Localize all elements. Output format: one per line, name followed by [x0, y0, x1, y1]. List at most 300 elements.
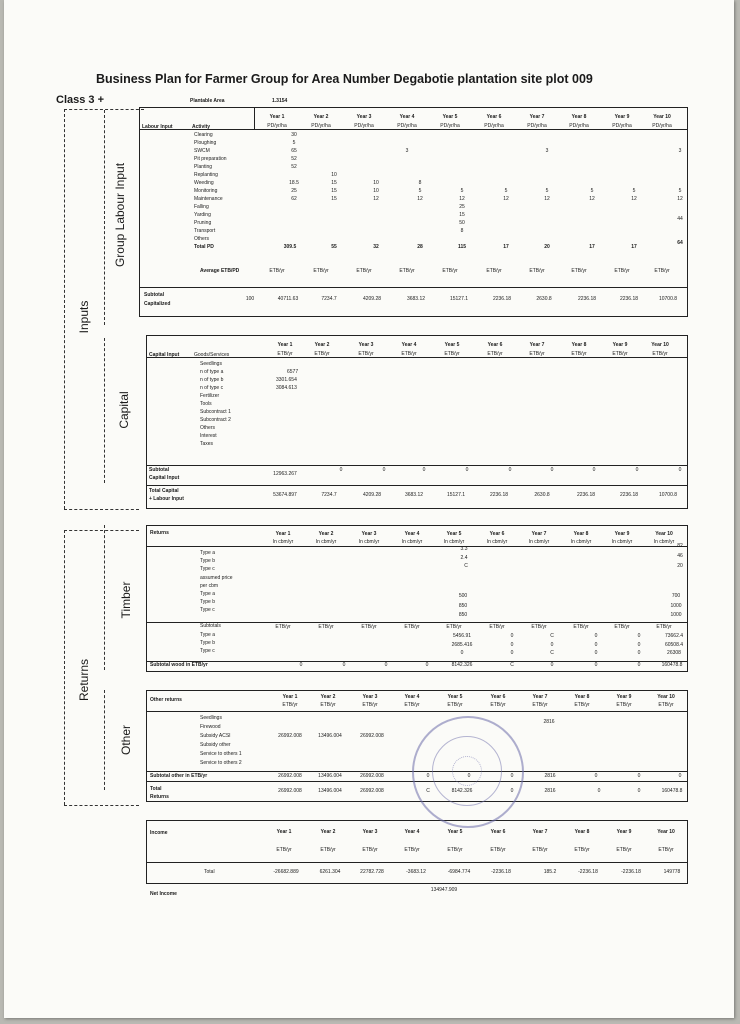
income-unit: ETB/yr	[404, 847, 420, 853]
capital-year: Year 5	[444, 342, 460, 348]
income-total: 22782.728	[360, 869, 384, 875]
labour-header-line	[139, 129, 687, 130]
labour-unit: PD/yr/ha	[652, 123, 672, 129]
income-year: Year 9	[616, 829, 632, 835]
activity-row-label: SWCM	[194, 148, 210, 154]
other-y7-value: 2816	[543, 719, 555, 725]
timber-y10-vol: 46	[677, 553, 683, 559]
capital-subtotal-label2: Capital Input	[149, 475, 180, 481]
labour-cell: 18.5	[289, 180, 299, 186]
timber-item: Type a	[200, 632, 216, 638]
other-subtotal: 0	[426, 773, 430, 779]
returns-frame-top	[64, 530, 139, 531]
capital-total: 2236.18	[619, 492, 639, 498]
labour-year: Year 6	[486, 114, 502, 120]
labour-etb-unit: ETB/yr	[486, 268, 502, 274]
capital-item: Subcontract 1	[200, 409, 231, 415]
income-total: 149778	[663, 869, 681, 875]
capital-item: Others	[200, 425, 216, 431]
timber-subtotal: C	[510, 662, 514, 668]
timber-unit: In cbm/yr	[570, 539, 592, 545]
timber-zero: 0	[594, 633, 598, 639]
labour-cell: 5	[632, 188, 636, 194]
timber-y5-vol: C	[464, 563, 468, 569]
section-capital: Capital	[117, 391, 131, 429]
labour-unit: PD/yr/ha	[484, 123, 504, 129]
capital-year: Year 8	[571, 342, 587, 348]
timber-etb-unit: ETB/yr	[404, 624, 420, 630]
labour-total: 115	[457, 244, 467, 250]
activity-label: Activity	[192, 124, 211, 130]
goods-services-label: Goods/Services	[194, 352, 230, 358]
labour-year: Year 8	[571, 114, 587, 120]
timber-zero: C	[550, 650, 554, 656]
timber-y10-vol: 82	[677, 543, 683, 549]
income-year: Year 5	[447, 829, 463, 835]
capital-year: Year 6	[487, 342, 503, 348]
timber-y5-sub: 5456.91	[452, 633, 472, 639]
income-unit: ETB/yr	[490, 847, 506, 853]
document-page	[4, 0, 734, 1018]
timber-subtotal: 0	[384, 662, 388, 668]
labour-etb-unit: ETB/yr	[313, 268, 329, 274]
timber-y5-price: 500	[458, 593, 468, 599]
capital-item: n of type a	[200, 369, 224, 375]
other-year: Year 4	[404, 694, 420, 700]
capital-subtotal: 0	[382, 467, 386, 473]
other-subtotal: 0	[637, 773, 641, 779]
other-header-label: Other returns	[150, 697, 182, 703]
income-unit: ETB/yr	[362, 847, 378, 853]
activity-row-label: Replanting	[194, 172, 218, 178]
labour-etb-unit: ETB/yr	[399, 268, 415, 274]
capital-total: 10700.8	[658, 492, 678, 498]
labour-unit: PD/yr/ha	[267, 123, 287, 129]
other-subtotal: 26992.008	[360, 773, 384, 779]
income-year: Year 1	[276, 829, 292, 835]
timber-subtotal-line	[146, 622, 687, 623]
inputs-frame-left	[64, 109, 65, 509]
labour-unit: PD/yr/ha	[569, 123, 589, 129]
avg-etb-label: Average ETB/PD	[200, 268, 240, 274]
timber-item: Type b	[200, 599, 216, 605]
activity-row-label: Total PD	[194, 244, 214, 250]
labour-year: Year 5	[442, 114, 458, 120]
income-unit: ETB/yr	[616, 847, 632, 853]
section-group-labour: Group Labour Input	[113, 162, 127, 268]
labour-cell: 65	[291, 148, 297, 154]
capital-header-label: Capital Input	[149, 352, 180, 358]
section-other: Other	[119, 724, 133, 756]
timber-item: Type b	[200, 558, 216, 564]
other-year: Year 6	[490, 694, 506, 700]
labour-cell: 5	[678, 188, 682, 194]
other-item: Service to others 1	[200, 751, 242, 757]
labour-cell: 3	[405, 148, 409, 154]
income-total: -3683.12	[406, 869, 426, 875]
labour-subtotal-label: Subtotal	[144, 292, 164, 298]
labour-cell: 12	[631, 196, 637, 202]
capital-total-label: Total Capital	[149, 488, 179, 494]
timber-etb-unit: ETB/yr	[573, 624, 589, 630]
labour-cell: 10	[331, 172, 337, 178]
capital-year: Year 9	[612, 342, 628, 348]
other-total: 0	[510, 788, 514, 794]
income-total: 6261.304	[319, 869, 341, 875]
income-unit: ETB/yr	[447, 847, 463, 853]
timber-year: Year 7	[531, 531, 547, 537]
capital-unit: ETB/yr	[571, 351, 587, 357]
labour-subtotal: 2236.18	[492, 296, 512, 302]
timber-unit: In cbm/yr	[272, 539, 294, 545]
other-unit: ETB/yr	[320, 702, 336, 708]
other-total-label: Total	[150, 786, 162, 792]
income-year: Year 6	[490, 829, 506, 835]
capital-item: Taxes	[200, 441, 214, 447]
labour-subtotal: 4209.28	[362, 296, 382, 302]
capital-item: Tools	[200, 401, 212, 407]
capital-subtotal: 0	[465, 467, 469, 473]
other-total-label2: Returns	[150, 794, 169, 800]
activity-row-label: Pruning	[194, 220, 212, 226]
labour-total: 28	[417, 244, 423, 250]
other-unit: ETB/yr	[532, 702, 548, 708]
labour-year: Year 4	[399, 114, 415, 120]
activity-row-label: Others	[194, 236, 210, 242]
capital-year: Year 1	[277, 342, 293, 348]
labour-cell: 52	[291, 156, 297, 162]
other-year: Year 3	[362, 694, 378, 700]
plantable-area-value: 1.3154	[272, 98, 288, 104]
activity-row-label: Planting	[194, 164, 213, 170]
timber-etb-unit: ETB/yr	[275, 624, 291, 630]
income-total: -26682.889	[273, 869, 299, 875]
timber-year: Year 3	[361, 531, 377, 537]
net-income-value: 134947.909	[430, 887, 458, 893]
other-total: 0	[597, 788, 601, 794]
capital-item: Fertilizer	[200, 393, 220, 399]
labour-capitalized-label: Capitalized	[144, 301, 171, 307]
capital-frame-left	[104, 338, 105, 483]
other-total: 160478.8	[661, 788, 683, 794]
capital-total: 7234.7	[321, 492, 337, 498]
capital-subtotal: 12963.267	[273, 471, 297, 477]
labour-header-label: Labour Input	[142, 124, 173, 130]
income-year: Year 2	[320, 829, 336, 835]
capital-subtotal: 0	[339, 467, 343, 473]
timber-zero: 0	[637, 633, 641, 639]
other-unit: ETB/yr	[658, 702, 674, 708]
timber-subtotal: 8142.326	[451, 662, 473, 668]
timber-y5-vol: 2.4	[460, 555, 468, 561]
labour-year: Year 10	[653, 114, 671, 120]
labour-total: 32	[373, 244, 379, 250]
timber-year: Year 2	[318, 531, 334, 537]
labour-cell: 52	[291, 164, 297, 170]
capital-subtotal: 0	[635, 467, 639, 473]
capital-seed-value: 3084.613	[276, 385, 297, 391]
labour-cell: 8	[460, 228, 464, 234]
timber-item: per cbm	[200, 583, 219, 589]
timber-unit: In cbm/yr	[653, 539, 675, 545]
timber-etb-unit: ETB/yr	[318, 624, 334, 630]
labour-total: 55	[331, 244, 337, 250]
labour-cell: 5	[590, 188, 594, 194]
activity-row-label: Monitoring	[194, 188, 218, 194]
capital-item: Subcontract 2	[200, 417, 231, 423]
labour-cell: 12	[503, 196, 509, 202]
timber-subtotal: 0	[594, 662, 598, 668]
income-year: Year 8	[574, 829, 590, 835]
capital-total: 2236.18	[489, 492, 509, 498]
income-unit: ETB/yr	[574, 847, 590, 853]
timber-y10-price: 700	[671, 593, 681, 599]
timber-y10-sub: 60508.4	[664, 642, 684, 648]
capital-unit: ETB/yr	[314, 351, 330, 357]
other-unit: ETB/yr	[574, 702, 590, 708]
labour-cell: 10	[373, 180, 379, 186]
activity-row-label: Maintenance	[194, 196, 223, 202]
timber-zero: 0	[594, 642, 598, 648]
activity-row-label: Yarding	[194, 212, 211, 218]
activity-row-label: Ploughing	[194, 140, 217, 146]
other-total: 0	[637, 788, 641, 794]
income-year: Year 4	[404, 829, 420, 835]
capital-total-label2: + Labour Input	[149, 496, 184, 502]
labour-cell: 5	[460, 188, 464, 194]
timber-unit: In cbm/yr	[611, 539, 633, 545]
other-subtotal: 2816	[544, 773, 556, 779]
returns-frame-left	[64, 530, 65, 805]
income-unit: ETB/yr	[276, 847, 292, 853]
timber-item: Type c	[200, 607, 215, 613]
other-header-line	[146, 711, 687, 712]
plantable-area-label: Plantable Area	[190, 98, 225, 104]
timber-subtotal: 0	[299, 662, 303, 668]
timber-year: Year 1	[275, 531, 291, 537]
timber-y10-price: 1000	[670, 612, 682, 618]
capital-unit: ETB/yr	[358, 351, 374, 357]
timber-etb-unit: ETB/yr	[656, 624, 672, 630]
labour-subtotal: 15127.1	[449, 296, 469, 302]
other-total: 26992.008	[360, 788, 384, 794]
other-unit: ETB/yr	[447, 702, 463, 708]
timber-y5-price: 850	[458, 612, 468, 618]
labour-cell: 5	[545, 188, 549, 194]
labour-avg-value: 100	[245, 296, 255, 302]
timber-item: Type c	[200, 566, 215, 572]
other-unit: ETB/yr	[362, 702, 378, 708]
income-unit: ETB/yr	[658, 847, 674, 853]
timber-subtotal: 0	[425, 662, 429, 668]
labour-etb-unit: ETB/yr	[654, 268, 670, 274]
timber-subtotal: 0	[342, 662, 346, 668]
timber-y5-price: 850	[458, 603, 468, 609]
income-total-label: Total	[204, 869, 215, 875]
timber-header-line	[146, 546, 687, 547]
capital-year: Year 10	[651, 342, 669, 348]
activity-row-label: Pit preparation	[194, 156, 227, 162]
other-subtotal: 0	[678, 773, 682, 779]
other-year: Year 7	[532, 694, 548, 700]
capital-subtotal: 0	[550, 467, 554, 473]
labour-year: Year 1	[269, 114, 285, 120]
capital-subtotal: 0	[592, 467, 596, 473]
other-subtotal: 13496.004	[318, 773, 342, 779]
timber-unit: In cbm/yr	[486, 539, 508, 545]
timber-y10-sub: 26308	[667, 650, 681, 656]
labour-cell: 5	[504, 188, 508, 194]
labour-total: 17	[589, 244, 595, 250]
timber-subtotal: 0	[550, 662, 554, 668]
other-subtotal: 0	[467, 773, 471, 779]
capital-total-line	[146, 485, 687, 486]
labour-cell: 5	[418, 188, 422, 194]
timber-etb-unit: ETB/yr	[531, 624, 547, 630]
capital-seed-value: 3301.654	[276, 377, 297, 383]
official-stamp-center	[452, 756, 482, 786]
labour-total: 20	[544, 244, 550, 250]
timber-y5-sub: 2685.416	[451, 642, 473, 648]
labour-unit: PD/yr/ha	[612, 123, 632, 129]
timber-zero: 0	[594, 650, 598, 656]
other-total: C	[426, 788, 430, 794]
capital-unit: ETB/yr	[277, 351, 293, 357]
labour-year: Year 7	[529, 114, 545, 120]
other-total: 2816	[544, 788, 556, 794]
labour-cell: 12	[544, 196, 550, 202]
capital-total: 2630.8	[534, 492, 550, 498]
labour-cell: 25	[459, 204, 465, 210]
capital-unit: ETB/yr	[444, 351, 460, 357]
other-subtotal: 26992.008	[278, 773, 302, 779]
document-title: Business Plan for Farmer Group for Area Number Degabotie plantation site plot 009	[96, 72, 593, 86]
labour-cell: 50	[459, 220, 465, 226]
other-unit: ETB/yr	[282, 702, 298, 708]
other-total: 26992.008	[278, 788, 302, 794]
other-item: Service to others 2	[200, 760, 242, 766]
timber-zero: C	[550, 633, 554, 639]
timber-table-frame	[146, 525, 688, 672]
income-total: 185.2	[543, 869, 557, 875]
labour-unit: PD/yr/ha	[527, 123, 547, 129]
activity-row-label: Falling	[194, 204, 209, 210]
other-total: 13496.004	[318, 788, 342, 794]
labour-cell: 15	[331, 196, 337, 202]
activity-row-label: Weeding	[194, 180, 214, 186]
capital-total: 53674.897	[273, 492, 297, 498]
income-year: Year 3	[362, 829, 378, 835]
timber-item: assumed price	[200, 575, 233, 581]
capital-item: n of type c	[200, 385, 224, 391]
income-year: Year 10	[657, 829, 675, 835]
returns-frame-bottom	[64, 805, 139, 806]
other-item: Firewood	[200, 724, 221, 730]
labour-cell: 15	[331, 188, 337, 194]
timber-item: Type a	[200, 591, 216, 597]
activity-row-label: Transport	[194, 228, 216, 234]
capital-year: Year 4	[401, 342, 417, 348]
timber-frame-left	[104, 525, 105, 670]
labour-year: Year 2	[313, 114, 329, 120]
timber-item: Subtotals	[200, 623, 221, 629]
timber-year: Year 4	[404, 531, 420, 537]
capital-year: Year 7	[529, 342, 545, 348]
timber-item: Type a	[200, 550, 216, 556]
timber-y10-vol: 20	[677, 563, 683, 569]
timber-year: Year 8	[573, 531, 589, 537]
capital-total: 3683.12	[404, 492, 424, 498]
other-unit: ETB/yr	[490, 702, 506, 708]
income-year: Year 7	[532, 829, 548, 835]
other-year: Year 10	[657, 694, 675, 700]
labour-etb-unit: ETB/yr	[442, 268, 458, 274]
labour-etb-unit: ETB/yr	[571, 268, 587, 274]
labour-cell: 15	[459, 212, 465, 218]
labour-table-frame	[139, 107, 688, 317]
capital-total: 2236.18	[576, 492, 596, 498]
labour-subtotal: 2630.8	[536, 296, 552, 302]
timber-y10-sub: 73662.4	[664, 633, 684, 639]
timber-etb-unit: ETB/yr	[614, 624, 630, 630]
other-unit: ETB/yr	[404, 702, 420, 708]
timber-subtotal: 160478.8	[661, 662, 683, 668]
activity-row-label: Clearing	[194, 132, 213, 138]
labour-total: 309.5	[283, 244, 297, 250]
other-year: Year 5	[447, 694, 463, 700]
labour-cell: 15	[331, 180, 337, 186]
timber-unit: In cbm/yr	[315, 539, 337, 545]
section-timber: Timber	[119, 581, 133, 619]
other-subtotal-label: Subtotal other in ETB/yr	[150, 773, 208, 779]
income-header-line	[146, 862, 687, 863]
other-year: Year 9	[616, 694, 632, 700]
capital-unit: ETB/yr	[612, 351, 628, 357]
labour-cell: 3	[545, 148, 549, 154]
capital-item: n of type b	[200, 377, 224, 383]
labour-header-divider	[254, 107, 255, 130]
labour-unit: PD/yr/ha	[354, 123, 374, 129]
labour-cell: 25	[291, 188, 297, 194]
capital-year: Year 3	[358, 342, 374, 348]
capital-item: Seedlings	[200, 361, 222, 367]
timber-zero: 0	[510, 642, 514, 648]
timber-header-label: Returns	[150, 530, 169, 536]
timber-y5-vol: 3.3	[460, 546, 468, 552]
labour-cell: 62	[291, 196, 297, 202]
timber-y10-price: 1000	[670, 603, 682, 609]
labour-cell: 12	[677, 196, 683, 202]
labour-total: 17	[503, 244, 509, 250]
inputs-frame-bottom	[64, 509, 139, 510]
labour-etb-unit: ETB/yr	[269, 268, 285, 274]
labour-cell: 12	[417, 196, 423, 202]
other-item: Subsidy other	[200, 742, 231, 748]
capital-unit: ETB/yr	[529, 351, 545, 357]
timber-zero: 0	[510, 633, 514, 639]
other-subsidy: 13496.004	[318, 733, 342, 739]
labour-subtotal: 7234.7	[321, 296, 337, 302]
timber-y5-sub: 0	[460, 650, 464, 656]
capital-subtotal-label: Subtotal	[149, 467, 169, 473]
labour-unit: PD/yr/ha	[311, 123, 331, 129]
labour-total: 64	[677, 240, 683, 246]
timber-etb-unit: ETB/yr	[489, 624, 505, 630]
timber-item: Type b	[200, 640, 216, 646]
other-total: 8142.326	[451, 788, 473, 794]
timber-zero: 0	[550, 642, 554, 648]
labour-cell: 44	[677, 216, 683, 222]
